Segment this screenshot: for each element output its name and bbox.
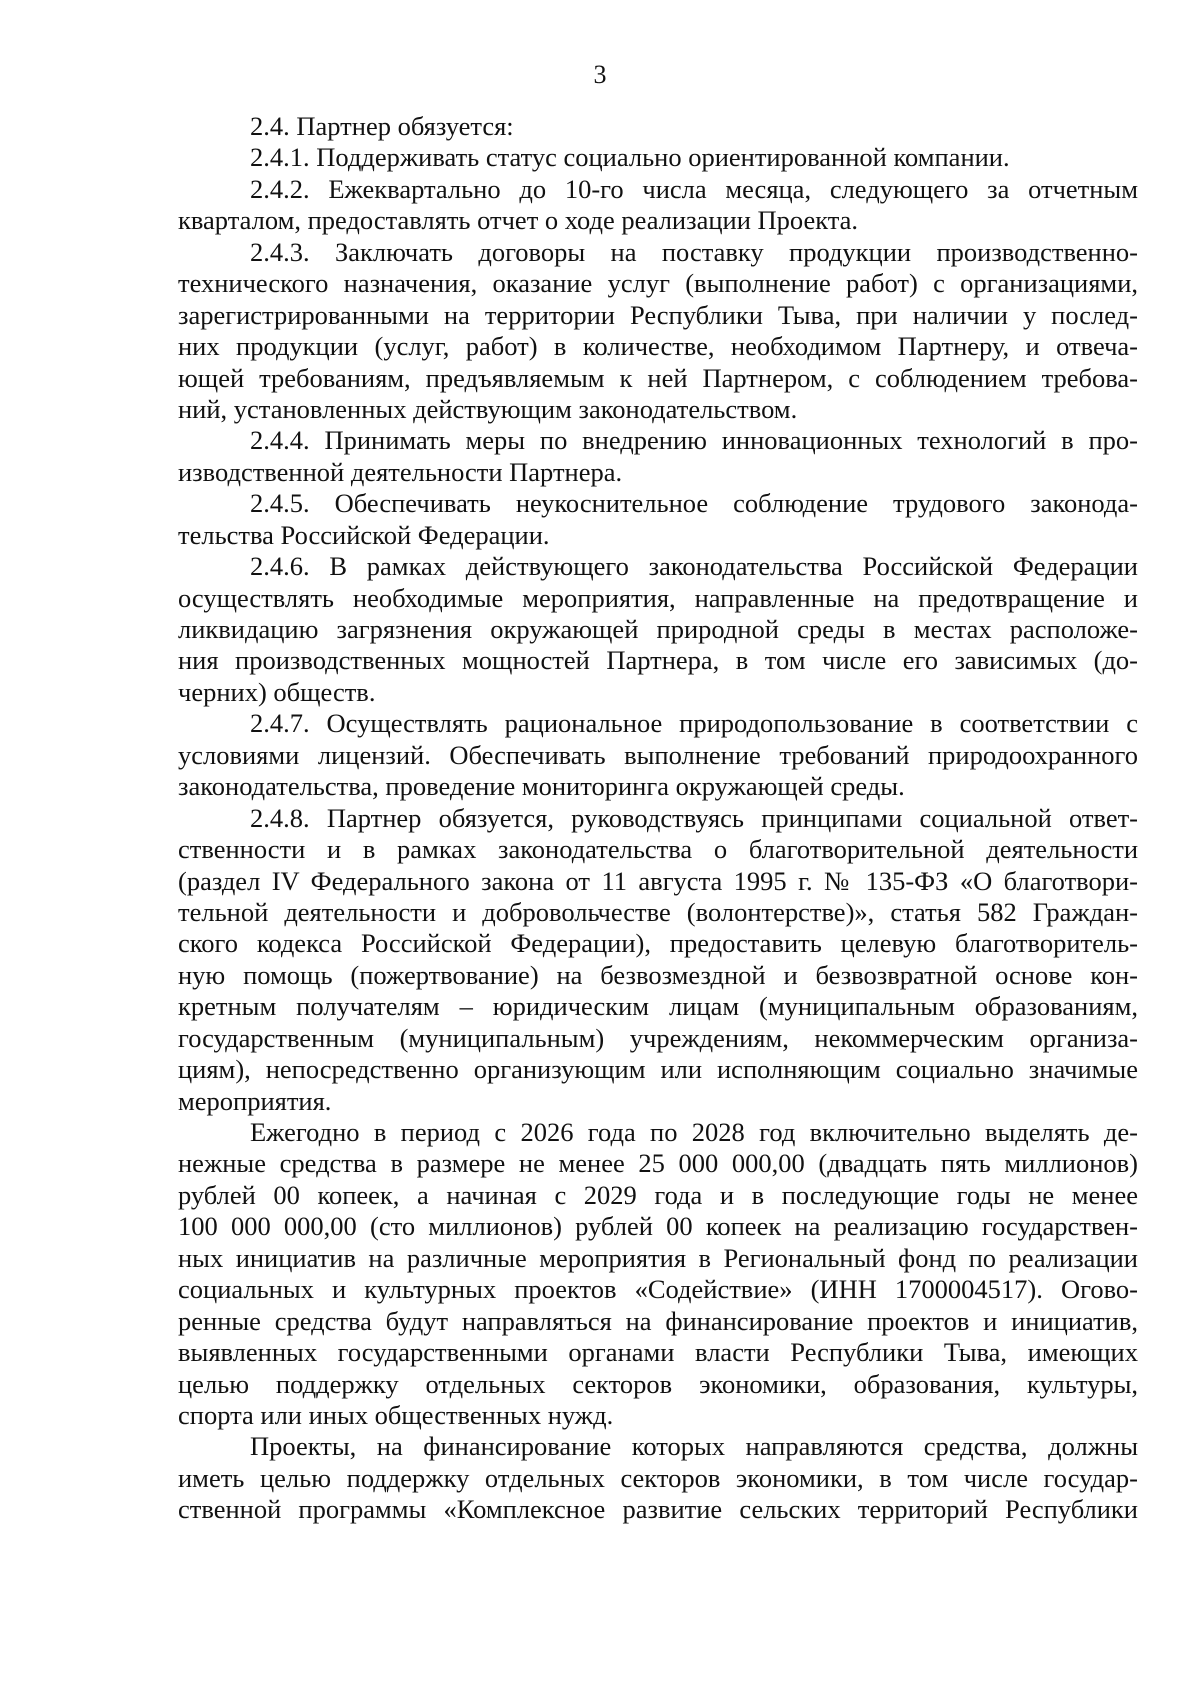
text-line: 2.4.3. Заключать договоры на поставку продукции производственно- <box>250 236 1138 267</box>
text-line: ственности и в рамках законодательства о благотворительной деятельности <box>178 834 1138 865</box>
page-number: 3 <box>593 60 607 89</box>
text-line: кварталом, предоставлять отчет о ходе реализации Проекта. <box>178 205 859 236</box>
text-line: тельной деятельности и добровольчестве (волонтерстве)», статья 582 Граждан- <box>178 896 1138 927</box>
text-line: зарегистрированными на территории Республики Тыва, при наличии у послед- <box>178 299 1138 330</box>
text-line: черних) обществ. <box>178 676 376 707</box>
text-line: кретным получателям – юридическим лицам (муниципальным образованиям, <box>178 991 1138 1022</box>
text-line: ния производственных мощностей Партнера, в том числе его зависимых (до- <box>178 645 1138 676</box>
text-line: 100 000 000,00 (сто миллионов) рублей 00 копеек на реализацию государствен- <box>178 1211 1138 1242</box>
text-line: Проекты, на финансирование которых направляются средства, должны <box>250 1431 1138 1462</box>
text-line: ликвидацию загрязнения окружающей природной среды в местах расположе- <box>178 614 1138 644</box>
text-line: изводственной деятельности Партнера. <box>178 456 623 487</box>
text-line: иметь целью поддержку отдельных секторов экономики, в том числе государ- <box>178 1462 1138 1493</box>
text-line: мероприятия. <box>178 1085 332 1116</box>
text-line: 2.4.7. Осуществлять рациональное природопользование в соответствии с <box>250 708 1138 739</box>
text-line: законодательства, проведение мониторинга окружающей среды. <box>178 771 905 802</box>
text-line: ную помощь (пожертвование) на безвозмездной и безвозвратной основе кон- <box>178 959 1138 990</box>
text-line: государственным (муниципальным) учреждениям, некоммерческим организа- <box>178 1022 1138 1053</box>
text-line: (раздел IV Федерального закона от 11 августа 1995 г. № 135-ФЗ «О благотвори- <box>178 865 1138 896</box>
text-line: 2.4.4. Принимать меры по внедрению инновационных технологий в про- <box>250 425 1138 456</box>
text-line: спорта или иных общественных нужд. <box>178 1399 614 1430</box>
text-line: них продукции (услуг, работ) в количестве, необходимом Партнеру, и отвеча- <box>178 331 1138 362</box>
text-line: Ежегодно в период с 2026 года по 2028 год включительно выделять де- <box>250 1117 1138 1147</box>
text-line: ского кодекса Российской Федерации), предоставить целевую благотворитель- <box>178 928 1138 959</box>
text-line: ющей требованиям, предъявляемым к ней Партнером, с соблюдением требова- <box>178 362 1138 393</box>
text-line: 2.4.1. Поддерживать статус социально ориентированной компании. <box>250 142 1010 173</box>
text-line: социальных и культурных проектов «Содействие» (ИНН 1700004517). Огово- <box>178 1274 1138 1305</box>
text-line: ний, установленных действующим законодательством. <box>178 393 798 424</box>
text-line: тельства Российской Федерации. <box>178 519 550 550</box>
text-line: ных инициатив на различные мероприятия в Региональный фонд по реализации <box>178 1242 1138 1273</box>
text-line: 2.4.2. Ежеквартально до 10-го числа месяца, следующего за отчетным <box>250 173 1138 204</box>
text-line: 2.4. Партнер обязуется: <box>250 111 514 141</box>
text-line: ренные средства будут направляться на финансирование проектов и инициатив, <box>178 1305 1138 1336</box>
text-line: 2.4.5. Обеспечивать неукоснительное соблюдение трудового законода- <box>250 488 1138 519</box>
text-line: осуществлять необходимые мероприятия, направленные на предотвращение и <box>178 582 1138 613</box>
text-line: выявленных государственными органами власти Республики Тыва, имеющих <box>178 1337 1138 1368</box>
text-line: циям), непосредственно организующим или исполняющим социально значимые <box>178 1054 1138 1085</box>
text-line: ственной программы «Комплексное развитие сельских территорий Республики <box>178 1494 1138 1525</box>
text-line: целью поддержку отдельных секторов экономики, образования, культуры, <box>178 1368 1138 1399</box>
text-line: нежные средства в размере не менее 25 000 000,00 (двадцать пять миллионов) <box>178 1148 1138 1179</box>
text-line: 2.4.6. В рамках действующего законодательства Российской Федерации <box>250 551 1138 582</box>
text-line: технического назначения, оказание услуг (выполнение работ) с организациями, <box>178 268 1138 299</box>
text-line: 2.4.8. Партнер обязуется, руководствуясь принципами социальной ответ- <box>250 802 1138 833</box>
document-body <box>178 111 1138 1526</box>
text-line: условиями лицензий. Обеспечивать выполнение требований природоохранного <box>178 739 1138 770</box>
text-line: рублей 00 копеек, а начиная с 2029 года и в последующие годы не менее <box>178 1179 1138 1210</box>
